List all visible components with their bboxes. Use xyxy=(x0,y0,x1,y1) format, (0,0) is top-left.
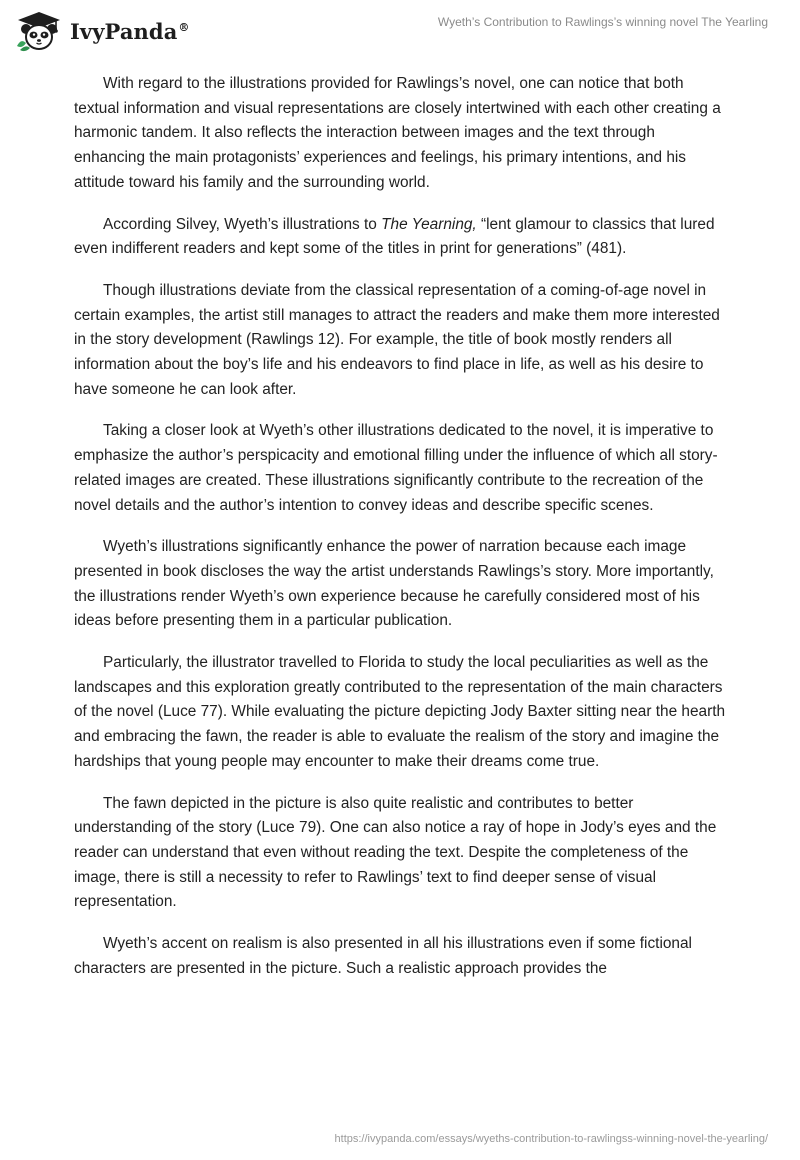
paragraph-3: Though illustrations deviate from the classical representation of a coming-of-age novel in certain examples, the artist still manages to attract the readers and make them more interested in the story development (Rawlings 12). For example, the title of book mostly renders all information about the boy’s life and his endeavors to find place in life, as well as his desire to have someone he can look after. xyxy=(74,281,720,398)
paragraph-6: Particularly, the illustrator travelled to Florida to study the local peculiarities as well as the landscapes and this exploration greatly contributed to the representation of the main characters of the novel (Luce 77). While evaluating the picture depicting Jody Baxter sitting near the hearth and embracing the fawn, the reader is able to evaluate the realism of the story and imagine the hardships that young people may encounter to make their dreams come true. xyxy=(74,654,726,770)
source-url[interactable]: https://ivypanda.com/essays/wyeths-contribution-to-rawlingss-winning-novel-the-yearling/ xyxy=(334,1133,768,1145)
paragraph-4: Taking a closer look at Wyeth’s other illustrations dedicated to the novel, it is imperative to emphasize the author’s perspicacity and emotional filling under the influence of which all story-related images are created. These illustrations significantly contribute to the recreation of the novel details and the author’s intention to convey ideas and describe specific scenes. xyxy=(74,422,718,514)
ivypanda-logo[interactable] xyxy=(14,8,190,54)
paragraph-5: Wyeth’s illustrations significantly enhance the power of narration because each image presented in book discloses the way the artist understands Rawlings’s story. More importantly, the illustrations render Wyeth’s own experience because he carefully considered most of his ideas before presenting them in a particular publication. xyxy=(74,538,714,630)
brand-name: IvyPanda® xyxy=(70,18,190,44)
paragraph-8: Wyeth’s accent on realism is also presented in all his illustrations even if some fictional characters are presented in the picture. Such a realistic approach provides the xyxy=(74,935,692,977)
book-title: The Yearning, xyxy=(381,215,477,233)
paragraph-7: The fawn depicted in the picture is also quite realistic and contributes to better understanding of the story (Luce 79). One can also notice a ray of hope in Jody’s eyes and the reader can understand that even without reading the text. Despite the completeness of the image, there is still a necessity to refer to Rawlings’ text to find deeper sense of visual representation. xyxy=(74,794,717,911)
document-title: Wyeth’s Contribution to Rawlings’s winning novel The Yearling xyxy=(437,15,768,29)
paragraph-2: According Silvey, Wyeth’s illustrations to The Yearning, “lent glamour to classics that lured even indifferent readers and kept some of the titles in print for generations” (481). xyxy=(74,215,715,258)
essay-body xyxy=(74,72,726,999)
paragraph-1: With regard to the illustrations provided for Rawlings’s novel, one can notice that both textual information and visual representations are closely intertwined with each other creating a harmonic tandem. It also reflects the interaction between images and the text through enhancing the main protagonists’ experiences and feelings, his primary intentions, and his attitude toward his family and the surrounding world. xyxy=(74,75,721,191)
panda-graduate-icon xyxy=(14,10,64,52)
page-header xyxy=(0,0,800,70)
